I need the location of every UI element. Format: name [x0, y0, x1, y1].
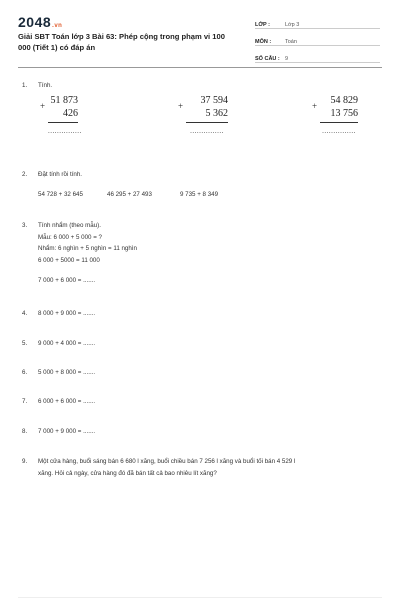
plus-sign: +	[312, 101, 318, 111]
question-7: 7. 6 000 + 6 000 = .......	[22, 398, 96, 405]
question-5: 5. 9 000 + 4 000 = .......	[22, 340, 96, 347]
page-title: Giải SBT Toán lớp 3 Bài 63: Phép cộng trong phạm vi 100 000 (Tiết 1) có đáp án	[18, 32, 225, 52]
question-2: 2. Đặt tính rồi tính.	[22, 171, 83, 178]
calc-1: 51 873 + 426 ...............	[40, 95, 82, 135]
q9-line-2: xăng. Hỏi cả ngày, cửa hàng đó đã bán tất cả bao nhiêu lít xăng?	[38, 470, 217, 477]
question-8: 8. 7 000 + 9 000 = .......	[22, 428, 96, 435]
q2-item-1: 54 728 + 32 645	[38, 191, 83, 198]
calc-3: 54 829 + 13 756 ...............	[312, 95, 358, 135]
question-6: 6. 5 000 + 8 000 = .......	[22, 369, 96, 376]
q3-result: 6 000 + 5000 = 11 000	[38, 257, 100, 264]
header-divider	[18, 67, 382, 68]
question-9: 9. Một cửa hàng, buổi sáng bán 6 680 l xăng, buổi chiều bán 7 256 l xăng và buổi tối bán 4 529 l	[22, 458, 296, 465]
plus-sign: +	[40, 101, 46, 111]
q3-mental: Nhẩm: 6 nghìn + 5 nghìn = 11 nghìn	[38, 245, 137, 252]
q3-sample: Mẫu: 6 000 + 5 000 = ?	[38, 234, 102, 241]
plus-sign: +	[178, 101, 184, 111]
question-1: 1. Tính.	[22, 82, 53, 89]
q2-item-3: 9 735 + 8 349	[180, 191, 219, 198]
question-4: 4. 8 000 + 9 000 = .......	[22, 310, 96, 317]
meta-question-count: SỐ CÂU : 9	[255, 48, 380, 63]
page-footer	[18, 597, 382, 598]
site-logo[interactable]: 2048.vn	[18, 14, 63, 30]
q3-task: 7 000 + 6 000 = .......	[38, 277, 96, 284]
meta-grade: LỚP : Lớp 3	[255, 14, 380, 29]
meta-subject: MÔN : Toán	[255, 31, 380, 46]
q2-item-2: 46 295 + 27 493	[107, 191, 152, 198]
meta-panel	[255, 14, 380, 65]
calc-2: 37 594 + 5 362 ...............	[178, 95, 228, 135]
question-3: 3. Tính nhẩm (theo mẫu).	[22, 222, 101, 229]
